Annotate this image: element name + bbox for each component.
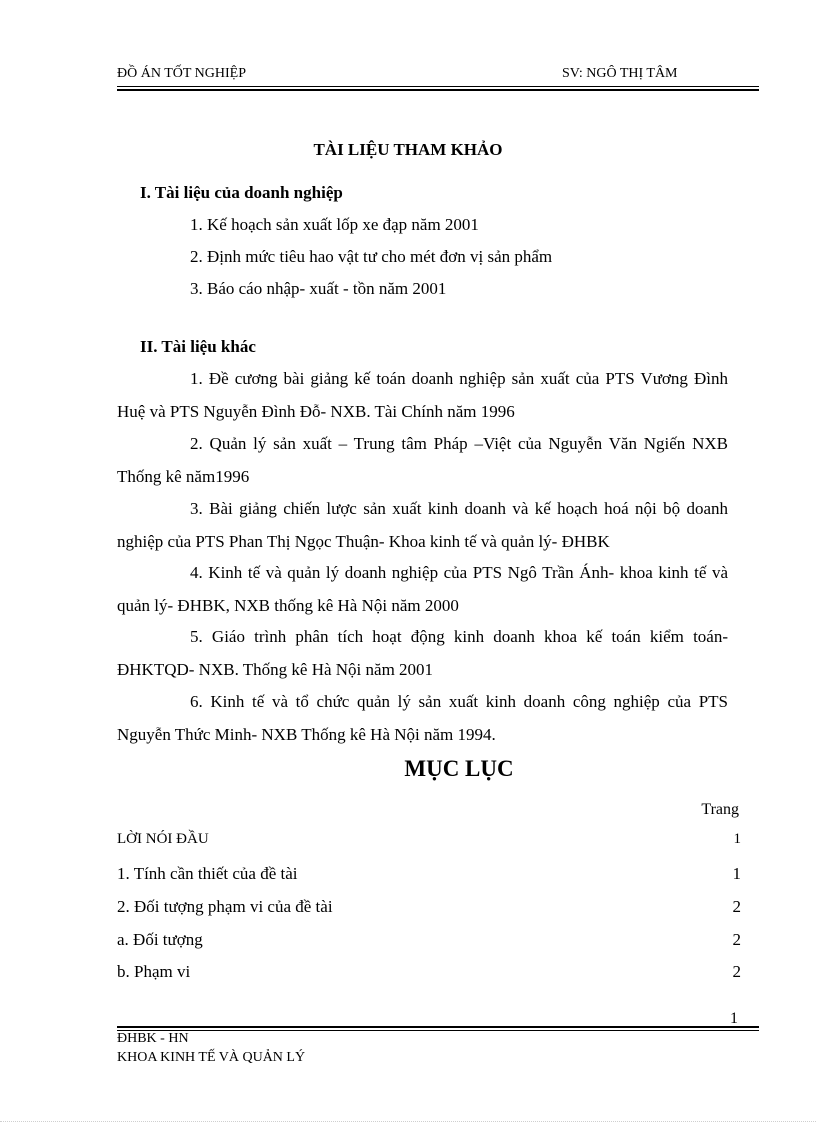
toc-entry-text: 2. Đối tượng phạm vi của đề tài bbox=[117, 897, 333, 916]
toc-title: MỤC LỤC bbox=[404, 756, 514, 781]
toc-entry-page: 2 bbox=[732, 897, 741, 916]
reference-entry: 1. Đề cương bài giảng kế toán doanh nghiệp sản xuất của PTS Vương Đình Huệ và PTS Nguyễn Đình Đỗ- NXB. Tài Chính năm 1996 bbox=[117, 369, 728, 421]
reference-entry: 5. Giáo trình phân tích hoạt động kinh doanh khoa kế toán kiểm toán- ĐHKTQD- NXB. Thống kê Hà Nội năm 2001 bbox=[117, 627, 728, 679]
footer-rule-thin bbox=[117, 1030, 759, 1031]
page-number: 1 bbox=[730, 1010, 738, 1027]
section-1-item: 3. Báo cáo nhập- xuất - tồn năm 2001 bbox=[190, 279, 447, 298]
references-title: TÀI LIỆU THAM KHẢO bbox=[313, 140, 503, 159]
toc-entry-page: 1 bbox=[732, 864, 741, 883]
footer-line-2: KHOA KINH TẾ VÀ QUẢN LÝ bbox=[117, 1050, 306, 1065]
footer-rule-thick bbox=[117, 1026, 759, 1028]
section-1-heading: I. Tài liệu của doanh nghiệp bbox=[140, 183, 343, 202]
toc-page-label: Trang bbox=[701, 801, 739, 818]
toc-entry-text: 1. Tính cần thiết của đề tài bbox=[117, 864, 298, 883]
section-2-heading: II. Tài liệu khác bbox=[140, 337, 256, 356]
toc-entry[interactable] bbox=[117, 962, 741, 982]
reference-entry: 4. Kinh tế và quản lý doanh nghiệp của PTS Ngô Trần Ánh- khoa kinh tế và quản lý- ĐHBK, NXB thống kê Hà Nội năm 2000 bbox=[117, 563, 728, 615]
toc-entry[interactable] bbox=[117, 930, 741, 950]
toc-entry[interactable] bbox=[117, 864, 741, 884]
reference-entry: 3. Bài giảng chiến lược sản xuất kinh doanh và kế hoạch hoá nội bộ doanh nghiệp của PTS Phan Thị Ngọc Thuận- Khoa kinh tế và quản lý- ĐHBK bbox=[117, 499, 728, 551]
toc-entry-text: a. Đối tượng bbox=[117, 930, 203, 949]
page-bottom-divider bbox=[0, 1121, 816, 1122]
footer-line-1: ĐHBK - HN bbox=[117, 1031, 189, 1046]
section-1-item: 1. Kế hoạch sản xuất lốp xe đạp năm 2001 bbox=[190, 215, 479, 234]
toc-entry[interactable] bbox=[117, 897, 741, 917]
toc-entry-text: b. Phạm vi bbox=[117, 962, 191, 981]
toc-entry-page: 2 bbox=[732, 962, 741, 981]
toc-entry-page: 2 bbox=[732, 930, 741, 949]
toc-entry[interactable] bbox=[117, 831, 741, 848]
reference-entry: 6. Kinh tế và tổ chức quản lý sản xuất kinh doanh công nghiệp của PTS Nguyễn Thức Minh- NXB Thống kê Hà Nội năm 1994. bbox=[117, 692, 728, 744]
header-rule-thick bbox=[117, 89, 759, 91]
header-right-text: SV: NGÔ THỊ TÂM bbox=[562, 66, 678, 81]
toc-entry-text: LỜI NÓI ĐẦU bbox=[117, 831, 209, 847]
section-1-item: 2. Định mức tiêu hao vật tư cho mét đơn vị sản phẩm bbox=[190, 247, 553, 266]
reference-entry: 2. Quản lý sản xuất – Trung tâm Pháp –Việt của Nguyễn Văn Ngiến NXB Thống kê năm1996 bbox=[117, 434, 728, 486]
header-rule-thin bbox=[117, 86, 759, 87]
header-left-text: ĐỒ ÁN TỐT NGHIỆP bbox=[117, 66, 246, 81]
toc-entry-page: 1 bbox=[733, 831, 741, 847]
